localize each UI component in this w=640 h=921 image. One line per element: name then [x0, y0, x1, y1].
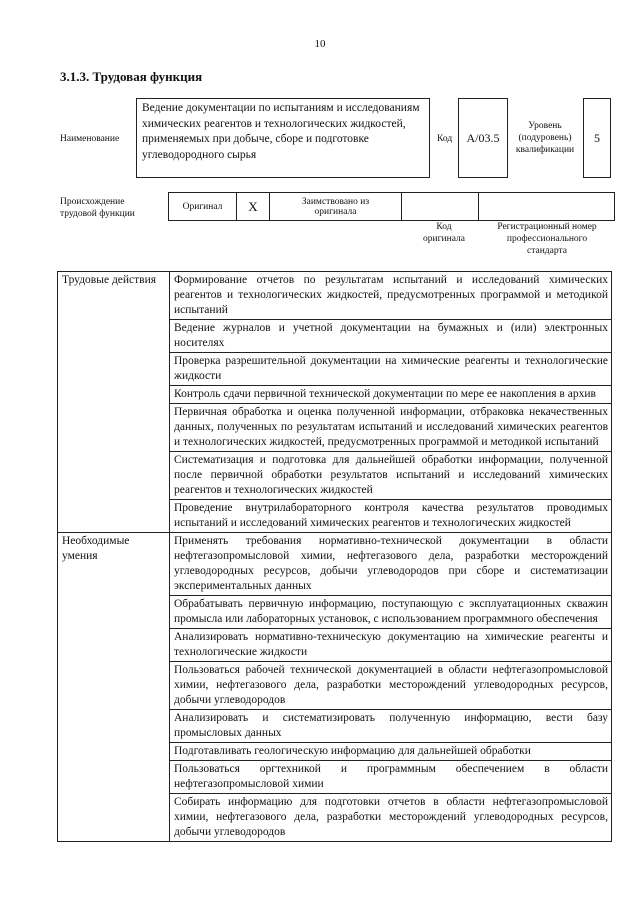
skills-item: Анализировать нормативно-техническую документацию на химические реагенты и технологические жидкости — [170, 629, 612, 662]
labor-actions-item: Формирование отчетов по результатам испытаний и исследований химических реагентов и технологических жидкостей, предусмотренных программой и методикой испытаний — [170, 272, 612, 320]
code-caption-line-2: оригинала — [423, 234, 465, 244]
code-caption-line-1: Код — [436, 222, 452, 232]
labor-actions-item: Систематизация и подготовка для дальнейшей обработки информации, полученной после первичной обработки результатов испытаний и исследований химических реагентов и технологических жидкостей — [170, 452, 612, 500]
registration-caption-line-1: Регистрационный номер — [497, 222, 597, 232]
section-title: 3.1.3. Трудовая функция — [60, 69, 203, 84]
registration-caption-line-2: профессионального — [506, 234, 588, 244]
original-mark-cell: X — [237, 193, 270, 221]
registration-number-cell — [479, 193, 615, 221]
borrowed-label-line-1: Заимствовано из — [301, 196, 370, 207]
origin-label-line-2: трудовой функции — [60, 209, 135, 219]
name-label: Наименование — [60, 134, 120, 144]
labor-actions-item: Контроль сдачи первичной технической документации по мере ее накопления в архив — [170, 386, 612, 404]
borrowed-cell — [270, 193, 402, 221]
borrowed-label-line-2: оригинала — [314, 206, 357, 217]
skills-item: Подготавливать геологическую информацию для дальнейшей обработки — [170, 743, 612, 761]
labor-actions-item: Проверка разрешительной документации на химические реагенты и технологические жидкости — [170, 353, 612, 386]
code-label: Код — [437, 134, 453, 144]
registration-caption-line-3: стандарта — [527, 246, 567, 256]
skills-item: Применять требования нормативно-технической документации в области нефтегазопромысловой химии, нефтегазового дела, разработки месторождений углеводородных ресурсов, добычи углеводородов при сборе и систематизации экспериментальных данных — [170, 533, 612, 596]
labor-actions-item: Первичная обработка и оценка полученной информации, отбраковка некачественных данных, полученных по результатам испытаний и исследований химических реагентов и технологических жидкостей, предусмотренных программой и методикой испытаний — [170, 404, 612, 452]
skills-item: Обрабатывать первичную информацию, поступающую с эксплуатационных скважин промысла или лабораторных установок, с использованием программного обеспечения — [170, 596, 612, 629]
registration-caption — [486, 221, 608, 257]
origin-label-line-1: Происхождение — [60, 197, 125, 207]
skills-item: Пользоваться рабочей технической документацией в области нефтегазопромысловой химии, нефтегазового дела, разработки месторождений углеводородных ресурсов, добычи углеводородов — [170, 662, 612, 710]
labor-actions-row — [58, 272, 612, 320]
level-label — [510, 120, 580, 156]
code-caption — [405, 221, 483, 245]
labor-actions-category: Трудовые действия — [58, 272, 170, 533]
labor-actions-item: Ведение журналов и учетной документации на бумажных и (или) электронных носителях — [170, 320, 612, 353]
level-label-line-1: Уровень — [528, 121, 562, 131]
level-value-box: 5 — [583, 98, 611, 178]
skills-item: Анализировать и систематизировать полученную информацию, вести базу промысловых данных — [170, 710, 612, 743]
original-cell: Оригинал — [169, 193, 237, 221]
function-name-box: Ведение документации по испытаниям и исследованиям химических реагентов и технологических жидкостей, применяемых при добыче, сборе и подготовке углеводородного сырья — [136, 98, 430, 178]
skills-item: Пользоваться оргтехникой и программным обеспечением в области нефтегазопромысловой химии — [170, 761, 612, 794]
skills-row — [58, 533, 612, 596]
page-number: 10 — [314, 38, 326, 50]
skills-item: Собирать информацию для подготовки отчетов в области нефтегазопромысловой химии, нефтегазового дела, разработки месторождений углеводородных ресурсов, добычи углеводородов — [170, 794, 612, 842]
level-label-line-2: (подуровень) — [518, 133, 572, 143]
origin-table — [168, 192, 615, 221]
main-table — [57, 271, 612, 842]
labor-actions-item: Проведение внутрилабораторного контроля качества результатов проводимых испытаний и исследований химических реагентов и технологических жидкостей — [170, 500, 612, 533]
origin-label — [60, 196, 135, 220]
skills-category: Необходимые умения — [58, 533, 170, 842]
original-code-cell — [402, 193, 479, 221]
level-label-line-3: квалификации — [515, 145, 575, 155]
code-value-box: A/03.5 — [458, 98, 508, 178]
